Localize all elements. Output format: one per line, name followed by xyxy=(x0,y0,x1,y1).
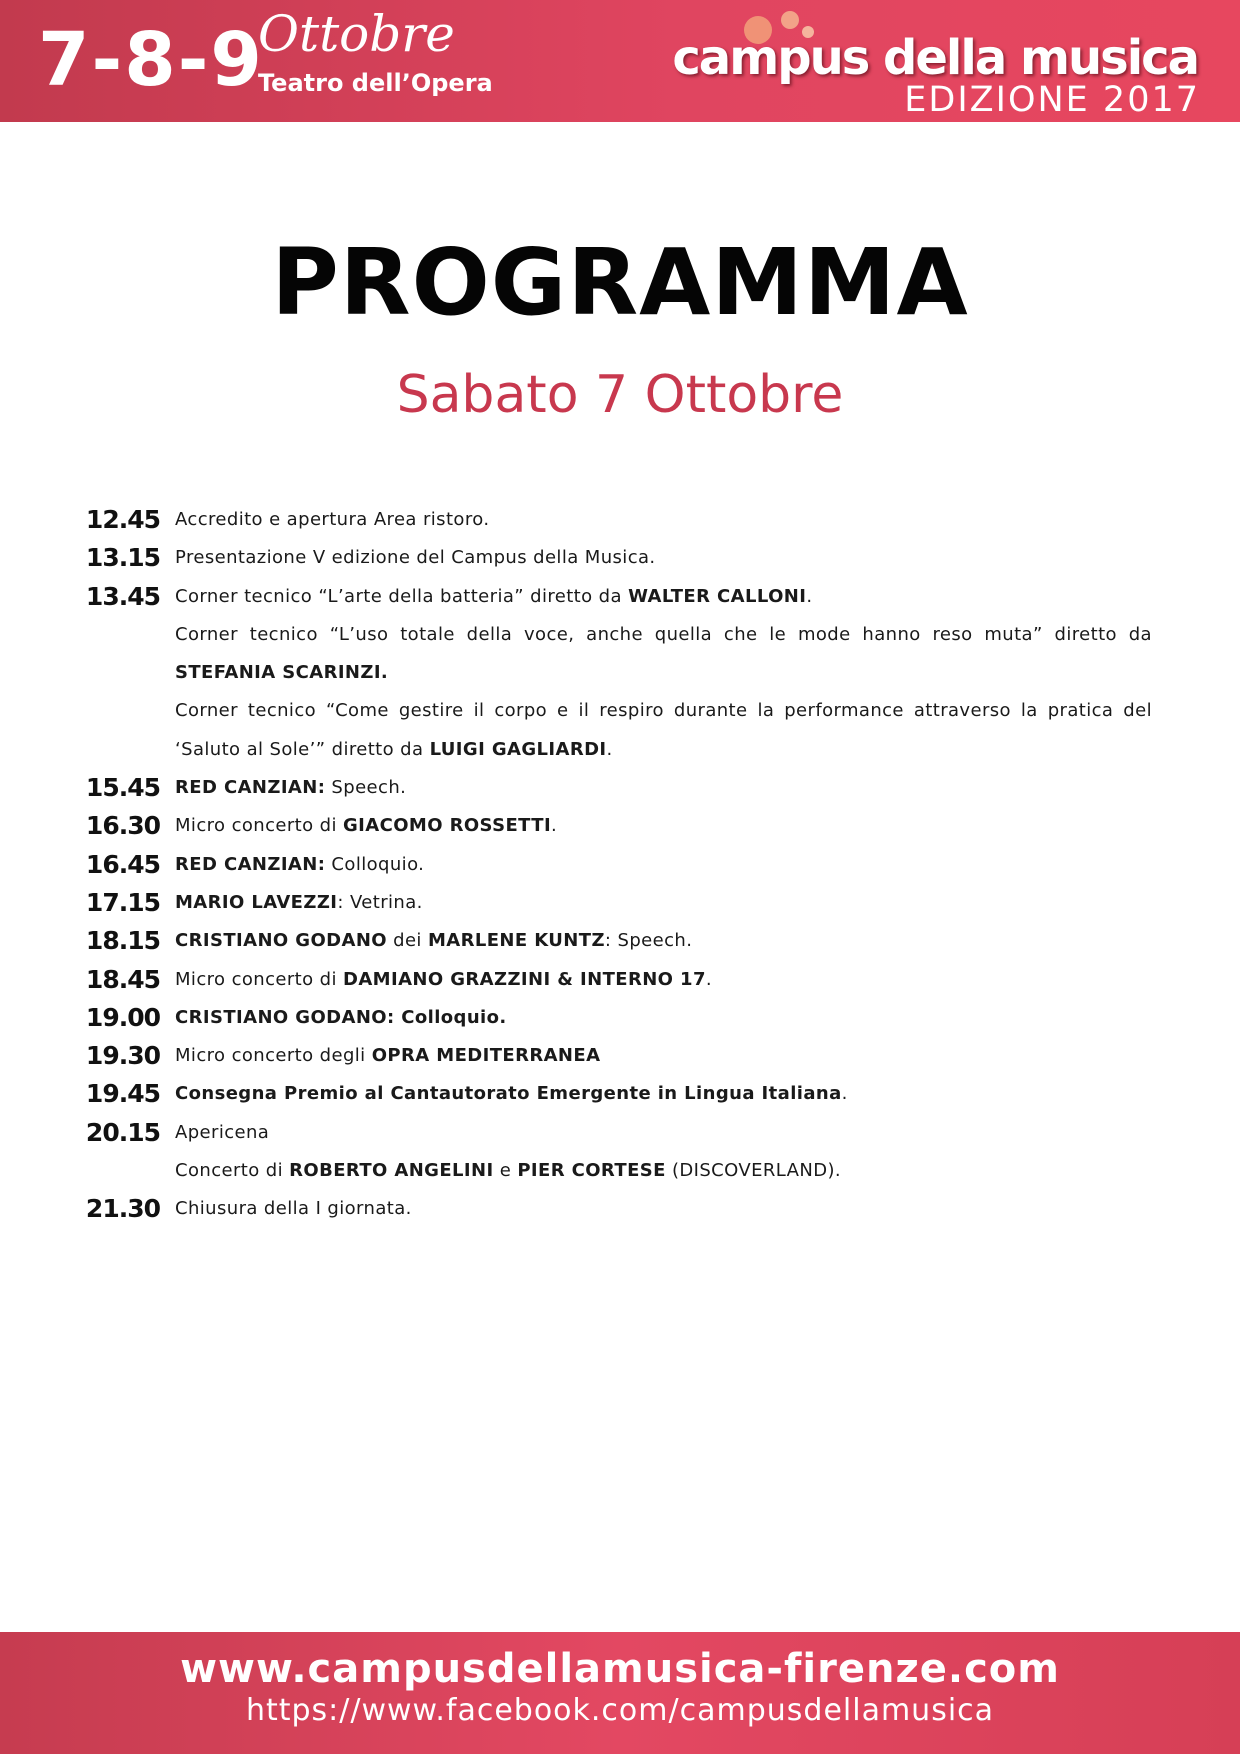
schedule-row xyxy=(0,692,1240,769)
schedule-row xyxy=(0,884,1240,922)
performer-name: MARIO LAVEZZI xyxy=(175,891,338,913)
description-text: Presentazione V edizione del Campus della Musica. xyxy=(175,547,656,569)
performer-name: GIACOMO ROSSETTI xyxy=(343,815,552,837)
day-title: Sabato 7 Ottobre xyxy=(396,365,844,425)
schedule-time: 21.30 xyxy=(85,1194,160,1224)
schedule-description xyxy=(175,1075,1152,1113)
schedule-row xyxy=(0,922,1240,960)
description-text: Micro concerto degli xyxy=(175,1045,372,1067)
schedule-description xyxy=(175,1152,1152,1190)
schedule-time: 16.30 xyxy=(85,811,160,841)
schedule-description xyxy=(175,578,1152,616)
schedule-time: 20.15 xyxy=(85,1117,160,1147)
schedule-time: 12.45 xyxy=(85,505,160,534)
schedule-row xyxy=(0,1152,1240,1190)
description-text: Corner tecnico “L’uso totale della voce, anche quella che le mode hanno reso muta” diretto da xyxy=(175,623,1152,645)
schedule-description xyxy=(175,539,1152,577)
performer-name: RED CANZIAN: xyxy=(175,853,326,875)
schedule-description xyxy=(175,692,1152,769)
schedule-row xyxy=(0,1037,1240,1075)
facebook-link[interactable]: https://www.facebook.com/campusdellamusica xyxy=(245,1693,995,1728)
schedule-row xyxy=(0,807,1240,845)
performer-name: OPRA MEDITERRANEA xyxy=(371,1045,601,1067)
schedule-time: 16.45 xyxy=(85,849,160,879)
page-title: PROGRAMMA xyxy=(271,229,969,336)
schedule-time: 13.45 xyxy=(85,581,160,611)
description-text: . xyxy=(705,968,713,990)
schedule-list xyxy=(0,501,1240,1229)
edition-label: EDIZIONE 2017 xyxy=(904,80,1200,120)
description-text: . xyxy=(806,585,813,607)
description-text: Corner tecnico “L’arte della batteria” diretto da xyxy=(175,585,629,607)
performer-name: WALTER CALLONI xyxy=(628,585,807,607)
schedule-time: 15.45 xyxy=(85,773,160,803)
schedule-row xyxy=(0,501,1240,539)
description-text: : Speech. xyxy=(604,930,693,952)
performer-name: PIER CORTESE xyxy=(517,1160,666,1182)
schedule-description xyxy=(175,999,1152,1037)
schedule-time: 18.45 xyxy=(85,964,160,994)
description-text: : Vetrina. xyxy=(337,891,423,913)
description-text: Corner tecnico “Come gestire il corpo e il respiro durante la performance attraverso la pratica del ‘Saluto al Sole’” diretto da xyxy=(175,700,1152,760)
schedule-description xyxy=(175,616,1152,693)
performer-name: STEFANIA SCARINZI. xyxy=(175,662,389,684)
schedule-time: 13.15 xyxy=(85,543,160,573)
schedule-description xyxy=(175,961,1152,999)
schedule-row xyxy=(0,616,1240,693)
event-dates: 7-8-9 xyxy=(38,17,264,103)
performer-name: Consegna Premio al Cantautorato Emergente in Lingua Italiana xyxy=(175,1083,842,1105)
description-text: . xyxy=(606,738,613,760)
description-text: Micro concerto di xyxy=(175,815,343,837)
schedule-time: 19.30 xyxy=(85,1041,160,1071)
schedule-description xyxy=(175,501,1152,539)
schedule-row xyxy=(0,846,1240,884)
schedule-description xyxy=(175,807,1152,845)
schedule-row xyxy=(0,539,1240,577)
performer-name: CRISTIANO GODANO: Colloquio. xyxy=(175,1006,507,1028)
description-text: Colloquio. xyxy=(325,853,425,875)
performer-name: LUIGI GAGLIARDI xyxy=(429,738,607,760)
schedule-time: 19.00 xyxy=(85,1002,160,1032)
description-text: Speech. xyxy=(325,777,407,799)
event-month: Ottobre xyxy=(258,5,455,63)
performer-name: RED CANZIAN: xyxy=(175,777,326,799)
schedule-description xyxy=(175,846,1152,884)
performer-name: DAMIANO GRAZZINI & INTERNO 17 xyxy=(343,968,706,990)
description-text: . xyxy=(841,1083,848,1105)
event-venue: Teatro dell’Opera xyxy=(258,69,493,97)
description-text: Concerto di xyxy=(175,1160,290,1182)
schedule-description xyxy=(175,922,1152,960)
schedule-row xyxy=(0,961,1240,999)
description-text: (DISCOVERLAND). xyxy=(665,1160,842,1182)
schedule-row xyxy=(0,769,1240,807)
schedule-row xyxy=(0,1190,1240,1228)
campus-logo: campus della musica xyxy=(672,30,1198,86)
schedule-description xyxy=(175,1037,1152,1075)
description-text: Accredito e apertura Area ristoro. xyxy=(175,509,490,530)
description-text: Micro concerto di xyxy=(175,968,343,990)
description-text: dei xyxy=(387,930,428,952)
schedule-row xyxy=(0,1114,1240,1152)
description-text: e xyxy=(493,1160,518,1182)
schedule-description xyxy=(175,884,1152,922)
schedule-description xyxy=(175,769,1152,807)
schedule-row xyxy=(0,578,1240,616)
schedule-time: 17.15 xyxy=(85,887,160,917)
schedule-time: 18.15 xyxy=(85,926,160,956)
description-text: Apericena xyxy=(175,1121,270,1143)
description-text: Chiusura della I giornata. xyxy=(175,1198,412,1220)
schedule-time: 19.45 xyxy=(85,1079,160,1109)
schedule-row xyxy=(0,999,1240,1037)
description-text: . xyxy=(551,815,558,837)
performer-name: ROBERTO ANGELINI xyxy=(289,1160,494,1182)
schedule-row xyxy=(0,1075,1240,1113)
performer-name: MARLENE KUNTZ xyxy=(427,930,605,952)
website-link[interactable]: www.campusdellamusica-firenze.com xyxy=(180,1646,1060,1692)
schedule-description xyxy=(175,1114,1152,1152)
schedule-description xyxy=(175,1190,1152,1228)
performer-name: CRISTIANO GODANO xyxy=(175,930,387,952)
